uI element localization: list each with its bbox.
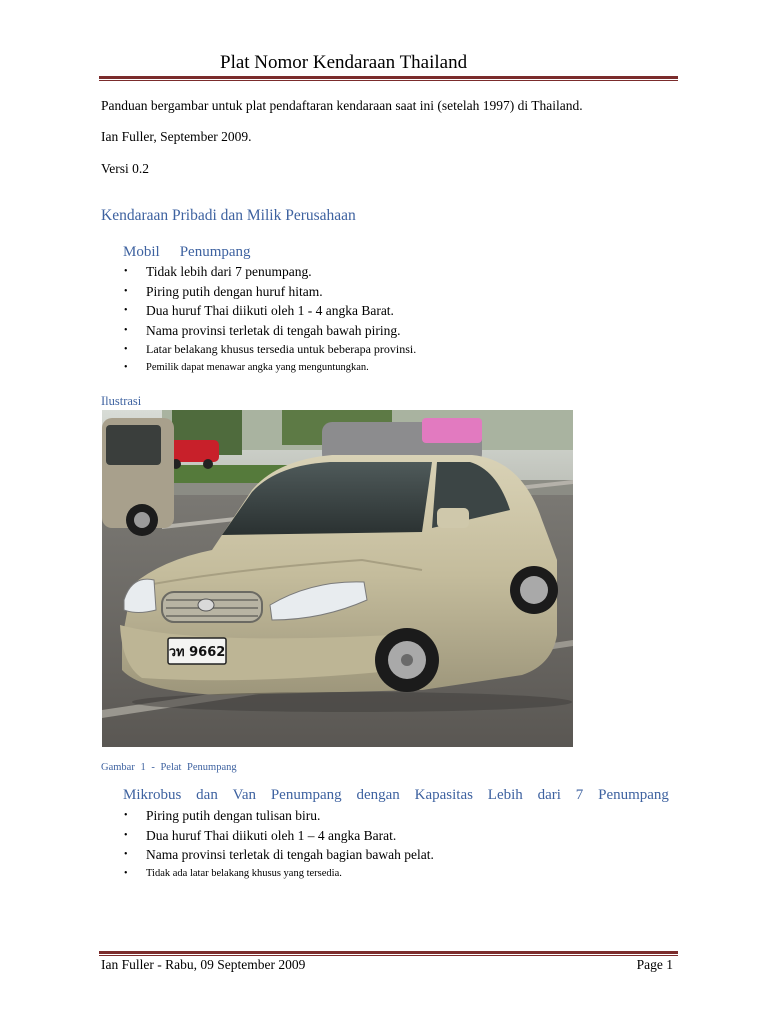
subheading-word: 7 <box>575 787 584 803</box>
bullet-dot-icon: • <box>124 829 128 841</box>
list-item <box>123 264 416 284</box>
list-item <box>123 828 434 848</box>
subheading-word: dengan <box>356 787 400 803</box>
bullet-dot-icon: • <box>124 810 128 821</box>
list-item-text: Nama provinsi terletak di tengah bagian bawah pelat. <box>146 847 434 862</box>
subheading-word: dan <box>196 787 218 803</box>
header-rule-thin <box>99 80 678 81</box>
subheading-word: Penumpang <box>179 244 251 260</box>
list-item-text: Latar belakang khusus tersedia untuk beberapa provinsi. <box>146 342 417 356</box>
bullet-dot-icon: • <box>124 362 128 373</box>
passenger-car-photo <box>102 410 573 747</box>
bullet-dot-icon: • <box>124 305 128 316</box>
microbus-van-rules-list <box>123 808 434 885</box>
subheading-word: Lebih <box>487 787 523 803</box>
figure-caption: Gambar 1 - Pelat Penumpang <box>101 762 237 773</box>
list-item <box>123 808 434 828</box>
list-item <box>123 323 416 343</box>
passenger-car-rules-list <box>123 264 416 379</box>
illustration-label: Ilustrasi <box>101 394 142 408</box>
subheading-word: Mobil <box>123 244 160 260</box>
subheading-word: Penumpang <box>270 787 342 803</box>
list-item <box>123 342 416 361</box>
bullet-dot-icon: • <box>124 867 128 879</box>
list-item <box>123 303 416 323</box>
subheading-word: Van <box>232 787 256 803</box>
bullet-dot-icon: • <box>124 344 128 355</box>
bullet-dot-icon: • <box>124 849 128 860</box>
list-item <box>123 361 416 379</box>
bullet-dot-icon: • <box>124 324 128 336</box>
page-title: Plat Nomor Kendaraan Thailand <box>220 52 468 73</box>
list-item-text: Nama provinsi terletak di tengah bawah piring. <box>146 322 401 338</box>
header-rule-thick <box>99 76 678 79</box>
footer-rule-thin <box>99 955 678 956</box>
section-heading-private-vehicles: Kendaraan Pribadi dan Milik Perusahaan <box>101 207 356 224</box>
list-item-text: Dua huruf Thai diikuti oleh 1 – 4 angka Barat. <box>146 827 397 843</box>
list-item-text: Tidak ada latar belakang khusus yang tersedia. <box>146 867 342 879</box>
bullet-dot-icon: • <box>124 285 128 297</box>
list-item-text: Dua huruf Thai diikuti oleh 1 - 4 angka Barat. <box>146 303 394 318</box>
footer-page-number: Page 1 <box>636 957 673 972</box>
list-item-text: Pemilik dapat menawar angka yang menguntungkan. <box>146 362 369 373</box>
subheading-passenger-car <box>123 243 251 261</box>
subheading-word: dari <box>537 787 561 803</box>
subheading-word: Mikrobus <box>123 787 182 803</box>
list-item-text: Tidak lebih dari 7 penumpang. <box>146 264 312 279</box>
list-item <box>123 284 416 304</box>
license-plate-number: วท 9662 <box>168 645 226 660</box>
footer-author-date: Ian Fuller - Rabu, 09 September 2009 <box>101 957 306 972</box>
subheading-microbus-van <box>123 786 669 804</box>
list-item-text: Piring putih dengan tulisan biru. <box>146 808 321 823</box>
intro-version: Versi 0.2 <box>101 161 149 176</box>
subheading-word: Kapasitas <box>414 787 473 803</box>
list-item <box>123 867 434 885</box>
subheading-word: Penumpang <box>598 787 669 803</box>
bullet-dot-icon: • <box>124 266 128 277</box>
intro-author-date: Ian Fuller, September 2009. <box>101 129 252 144</box>
intro-description: Panduan bergambar untuk plat pendaftaran kendaraan saat ini (setelah 1997) di Thailand. <box>101 98 583 113</box>
footer-rule-thick <box>99 951 678 954</box>
list-item <box>123 847 434 867</box>
list-item-text: Piring putih dengan huruf hitam. <box>146 283 323 299</box>
